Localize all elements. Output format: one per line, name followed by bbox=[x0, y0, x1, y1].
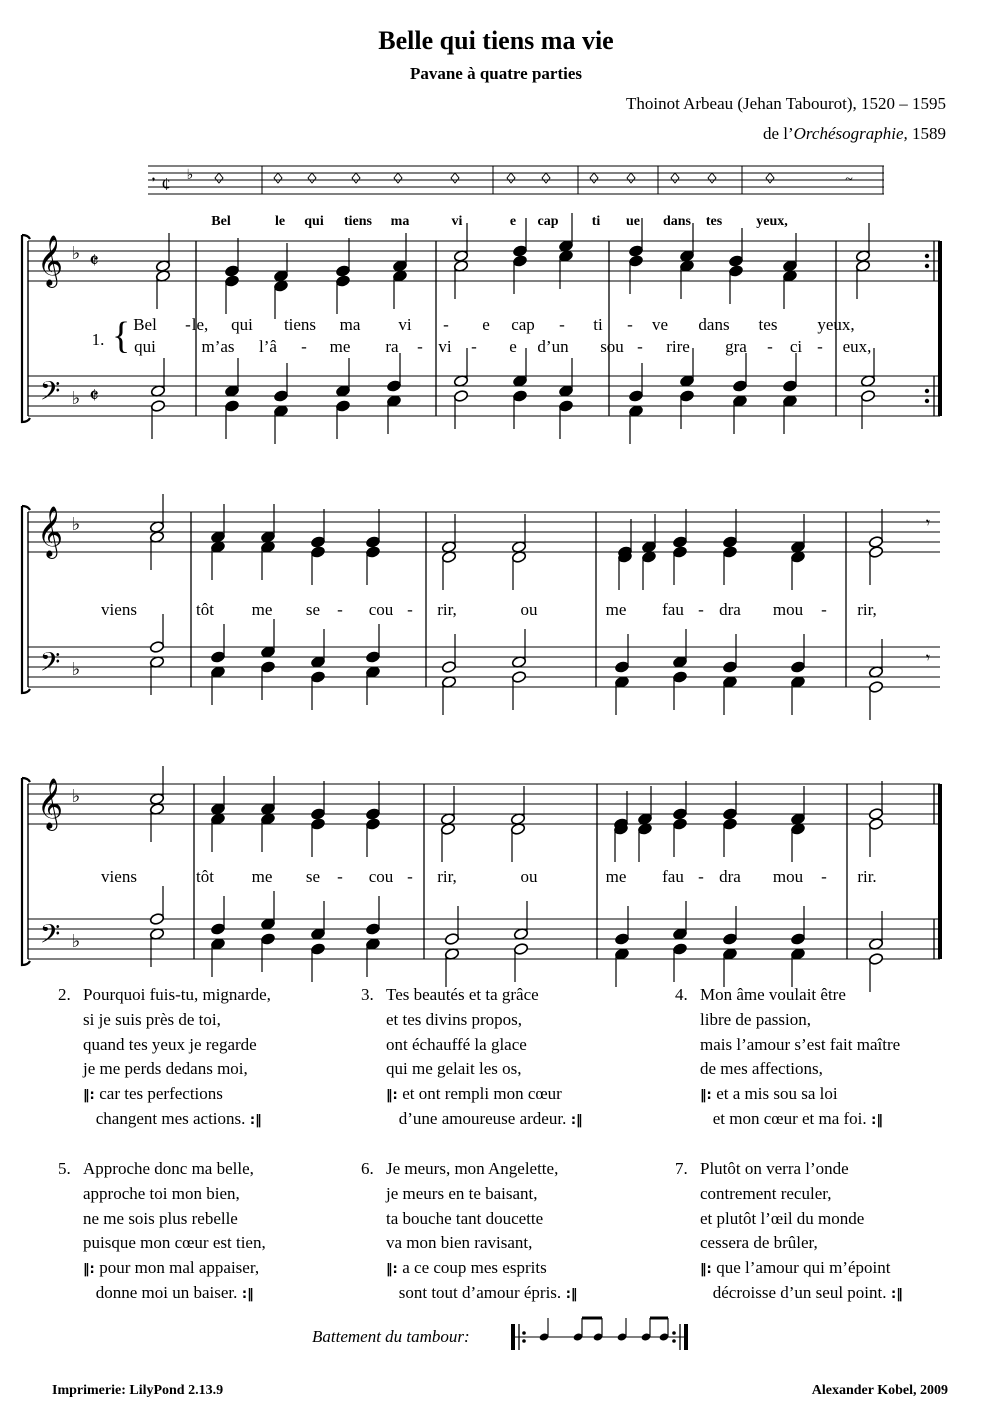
rest-icon: 𝄾 bbox=[925, 515, 931, 532]
soprano-note bbox=[365, 536, 380, 549]
page-title: Belle qui tiens ma vie bbox=[378, 26, 614, 55]
verse-text: Plutôt on verra l’onde bbox=[700, 1159, 849, 1178]
repeat-dot bbox=[672, 1331, 676, 1335]
footer-author: Alexander Kobel, 2009 bbox=[811, 1383, 948, 1398]
verse-line bbox=[386, 1281, 577, 1306]
lyric: tôt bbox=[196, 867, 214, 886]
soprano-note bbox=[728, 255, 743, 268]
repeat-start-icon: ‖: bbox=[386, 1262, 403, 1278]
lyric: - bbox=[821, 867, 827, 886]
tenor-note bbox=[790, 933, 805, 946]
lyric: se bbox=[305, 867, 321, 886]
lyric: cou bbox=[368, 867, 394, 886]
alto-note bbox=[868, 546, 883, 559]
verse-number: 5. bbox=[58, 1159, 71, 1178]
lyric: me bbox=[605, 867, 627, 886]
tenor-note bbox=[210, 651, 225, 664]
bass-note bbox=[679, 390, 694, 403]
lyric: cou bbox=[368, 600, 394, 619]
flat-key-icon: ♭ bbox=[71, 659, 81, 679]
drum-label: Battement du tambour: bbox=[312, 1327, 470, 1346]
verse-number: 6. bbox=[361, 1159, 374, 1178]
soprano-note bbox=[365, 808, 380, 821]
repeat-start-icon: ‖: bbox=[700, 1088, 717, 1104]
incipit-lyric: vi bbox=[451, 214, 463, 229]
repeat-end-icon: :‖ bbox=[237, 1286, 254, 1302]
verse-text: qui me gelait les os, bbox=[386, 1059, 522, 1079]
incipit-lyric: tes bbox=[705, 214, 723, 229]
indent bbox=[83, 1109, 96, 1128]
lyric-line2: gra bbox=[725, 337, 747, 356]
verse-text: Approche donc ma belle, bbox=[83, 1159, 254, 1178]
alto-note bbox=[365, 546, 380, 559]
lyric-line2: qui bbox=[134, 337, 156, 356]
indent bbox=[386, 1109, 399, 1128]
alto-note bbox=[310, 818, 325, 831]
lyric-line1: le, bbox=[191, 315, 209, 334]
verse-line bbox=[386, 1231, 577, 1256]
soprano-note bbox=[310, 808, 325, 821]
bass-note bbox=[453, 390, 468, 403]
verse-line bbox=[83, 1281, 266, 1306]
tenor-note bbox=[614, 933, 629, 946]
lyric-line1: ve bbox=[651, 315, 669, 334]
lyric-line2: - bbox=[417, 337, 423, 356]
verse-text: donne moi un baiser. bbox=[95, 1282, 238, 1302]
lyric-line1: yeux, bbox=[817, 315, 855, 334]
lyric: rir, bbox=[437, 867, 457, 886]
time-signature-icon: 𝄵 bbox=[89, 248, 99, 273]
lyric-line2: eux, bbox=[842, 337, 872, 356]
mensural-note bbox=[766, 173, 774, 183]
flat-key-icon: ♭ bbox=[71, 786, 81, 806]
verse-text: car tes perfections bbox=[99, 1084, 223, 1104]
tenor-note bbox=[444, 933, 459, 946]
indent bbox=[386, 1283, 399, 1302]
lyric-line2: vi bbox=[438, 337, 452, 356]
lyric: se bbox=[305, 600, 321, 619]
verse-line bbox=[386, 1033, 583, 1058]
repeat-end-icon: :‖ bbox=[886, 1286, 903, 1302]
flat-key-icon: ♭ bbox=[71, 931, 81, 951]
mensural-note bbox=[394, 173, 402, 183]
lyric: - bbox=[698, 600, 704, 619]
verse-text: mais l’amour s’est fait maître bbox=[700, 1034, 901, 1054]
time-signature-icon: ¢ bbox=[161, 174, 171, 194]
verse-line bbox=[386, 983, 583, 1008]
verse-line bbox=[83, 1231, 266, 1256]
verse-text: et mon cœur et ma foi. bbox=[712, 1108, 867, 1128]
verse-number: 3. bbox=[361, 985, 374, 1004]
lyric: ou bbox=[520, 600, 538, 619]
incipit-lyric: ti bbox=[591, 214, 601, 229]
lyric-line1: cap bbox=[511, 315, 535, 334]
verse-line bbox=[700, 1033, 900, 1058]
alto-note bbox=[335, 275, 350, 288]
soprano-note bbox=[868, 808, 883, 821]
verse-text: et plutôt l’œil du monde bbox=[700, 1208, 865, 1228]
lyric-line2: - bbox=[471, 337, 477, 356]
verse-line bbox=[83, 1107, 271, 1132]
lyric-line2: d’un bbox=[537, 337, 569, 356]
verse-text: et tes divins propos, bbox=[386, 1009, 522, 1029]
mensural-note bbox=[627, 173, 635, 183]
soprano-note bbox=[672, 808, 687, 821]
verse-line bbox=[386, 1107, 583, 1132]
repeat-start-icon: ‖: bbox=[700, 1262, 717, 1278]
verse-line bbox=[83, 1008, 271, 1033]
system-bracket bbox=[22, 778, 30, 965]
lyric-line2: e bbox=[509, 337, 517, 356]
verse-line bbox=[83, 1256, 266, 1281]
lyric-line1: tiens bbox=[283, 315, 317, 334]
lyric: rir, bbox=[437, 600, 457, 619]
lyric-line1: Bel bbox=[133, 315, 157, 334]
lyric: ou bbox=[520, 867, 538, 886]
verse-line bbox=[700, 983, 900, 1008]
lyric-line1: - bbox=[627, 315, 633, 334]
lyric: - bbox=[698, 867, 704, 886]
lyric-line2: - bbox=[767, 337, 773, 356]
verse-line bbox=[700, 1182, 903, 1207]
alto-note bbox=[722, 546, 737, 559]
bass-clef-icon: 𝄢 bbox=[39, 376, 61, 412]
repeat-dot bbox=[925, 399, 929, 403]
verse-text: et ont rempli mon cœur bbox=[402, 1084, 562, 1104]
lyric: rir. bbox=[857, 867, 877, 886]
lyric: - bbox=[407, 867, 413, 886]
verse-line bbox=[700, 1157, 903, 1182]
lyric: dra bbox=[719, 600, 741, 619]
tenor-note bbox=[782, 380, 797, 393]
verse-text: Je meurs, mon Angelette, bbox=[386, 1159, 559, 1178]
verse-number: 1. bbox=[91, 330, 105, 349]
treble-clef-icon: 𝄞 bbox=[36, 507, 64, 556]
verse-text: sont tout d’amour épris. bbox=[398, 1282, 562, 1302]
bass-note bbox=[672, 943, 687, 956]
tenor-note bbox=[441, 661, 456, 674]
verse-text: ne me sois plus rebelle bbox=[83, 1208, 238, 1228]
lyric: me bbox=[251, 600, 273, 619]
incipit-lyric: Bel bbox=[211, 214, 231, 229]
verse-text: ta bouche tant doucette bbox=[386, 1208, 544, 1228]
verse-text: libre de passion, bbox=[700, 1009, 811, 1029]
lyric: viens bbox=[101, 600, 137, 619]
tenor-note bbox=[210, 923, 225, 936]
verse-line bbox=[386, 1008, 583, 1033]
tenor-note bbox=[149, 641, 164, 654]
soprano-note bbox=[628, 245, 643, 258]
repeat-start-icon: ‖: bbox=[83, 1262, 100, 1278]
verse-line bbox=[83, 1207, 266, 1232]
incipit-lyric: e bbox=[509, 214, 517, 229]
alto-note bbox=[224, 275, 239, 288]
subtitle: Pavane à quatre parties bbox=[409, 64, 583, 83]
bass-note bbox=[868, 681, 883, 694]
bass-note bbox=[558, 400, 573, 413]
lyric: rir, bbox=[857, 600, 877, 619]
verse-number: 7. bbox=[675, 1159, 688, 1178]
verse-line bbox=[700, 1082, 900, 1107]
soprano-note bbox=[335, 265, 350, 278]
verse-line bbox=[700, 1207, 903, 1232]
bass-note bbox=[511, 671, 526, 684]
soprano-note bbox=[310, 536, 325, 549]
bass-note bbox=[513, 943, 528, 956]
tenor-note bbox=[790, 661, 805, 674]
footer-printer: Imprimerie: LilyPond 2.13.9 bbox=[52, 1383, 224, 1398]
incipit-lyric: ue bbox=[626, 214, 640, 229]
verse-number: 2. bbox=[58, 985, 71, 1004]
bass-note bbox=[310, 671, 325, 684]
incipit-lyric: tiens bbox=[344, 214, 372, 229]
lyric-line2: sou bbox=[600, 337, 624, 356]
lyric-line1: tes bbox=[758, 315, 778, 334]
flat-key-icon: ♭ bbox=[71, 243, 81, 263]
lyric-line1: ma bbox=[339, 315, 361, 334]
lyric: fau bbox=[662, 600, 684, 619]
verse-line bbox=[700, 1008, 900, 1033]
lyric-line2: - bbox=[301, 337, 307, 356]
verse-text: va mon bien ravisant, bbox=[386, 1233, 533, 1253]
verse-text: Mon âme voulait être bbox=[700, 985, 846, 1004]
mensural-note bbox=[590, 173, 598, 183]
indent bbox=[700, 1109, 713, 1128]
bass-note bbox=[150, 400, 165, 413]
verse-line bbox=[386, 1057, 583, 1082]
verse-text: changent mes actions. bbox=[95, 1108, 246, 1128]
verse-text: d’une amoureuse ardeur. bbox=[398, 1108, 567, 1128]
time-signature-icon: 𝄵 bbox=[89, 383, 99, 408]
tenor-note bbox=[722, 933, 737, 946]
verse-line bbox=[83, 1157, 266, 1182]
bass-note bbox=[224, 400, 239, 413]
lyric-line1: dans bbox=[698, 315, 730, 334]
bass-note bbox=[512, 390, 527, 403]
mensural-note bbox=[308, 173, 316, 183]
bass-clef-icon: 𝄢 bbox=[39, 919, 61, 955]
repeat-dot bbox=[925, 264, 929, 268]
lyric-line2: rire bbox=[666, 337, 690, 356]
lyric-line2: - bbox=[817, 337, 823, 356]
treble-clef-icon: 𝄞 bbox=[36, 779, 64, 828]
lyric-line2: ci bbox=[789, 337, 803, 356]
lyric-line1: - bbox=[443, 315, 449, 334]
source-prefix: de l’ bbox=[762, 124, 794, 143]
verse-line bbox=[83, 1033, 271, 1058]
verse-line bbox=[83, 1182, 266, 1207]
lyric: - bbox=[407, 600, 413, 619]
alto-note bbox=[628, 255, 643, 268]
verse-line bbox=[386, 1082, 583, 1107]
repeat-dot bbox=[672, 1339, 676, 1343]
mensural-note bbox=[542, 173, 550, 183]
lyric-line2: l’â bbox=[259, 337, 277, 356]
verse-text: et a mis sou sa loi bbox=[716, 1084, 838, 1104]
verse-brace-icon: { bbox=[112, 315, 131, 357]
verse-text: pour mon mal appaiser, bbox=[99, 1258, 260, 1278]
incipit-lyric: cap bbox=[537, 214, 559, 229]
tenor-note bbox=[628, 390, 643, 403]
verse-text: quand tes yeux je regarde bbox=[83, 1034, 257, 1054]
soprano-note bbox=[512, 245, 527, 258]
tenor-note bbox=[722, 661, 737, 674]
lyric: me bbox=[605, 600, 627, 619]
repeat-dot bbox=[925, 254, 929, 258]
mensural-note bbox=[671, 173, 679, 183]
bass-note bbox=[310, 943, 325, 956]
treble-clef-icon: 𝄞 bbox=[36, 236, 64, 285]
mensural-clef-icon: 𝄒 bbox=[152, 179, 155, 196]
lyric: - bbox=[337, 600, 343, 619]
system-bracket bbox=[22, 235, 30, 422]
repeat-start-icon: ‖: bbox=[83, 1088, 100, 1104]
verse-text: approche toi mon bien, bbox=[83, 1183, 240, 1203]
verse-line bbox=[700, 1256, 903, 1281]
alto-note bbox=[728, 265, 743, 278]
composer: Thoinot Arbeau (Jehan Tabourot), 1520 – 1595 bbox=[625, 94, 946, 113]
verse-text: que l’amour qui m’époint bbox=[716, 1258, 891, 1278]
alto-note bbox=[672, 818, 687, 831]
soprano-note bbox=[722, 536, 737, 549]
tenor-note bbox=[273, 390, 288, 403]
lyric-line2: m’as bbox=[201, 337, 235, 356]
soprano-note bbox=[224, 265, 239, 278]
verse-text: si je suis près de toi, bbox=[83, 1009, 221, 1029]
bass-note bbox=[672, 671, 687, 684]
tenor-note bbox=[365, 651, 380, 664]
incipit-lyric: le bbox=[274, 214, 286, 229]
bass-note bbox=[860, 390, 875, 403]
repeat-end-icon: :‖ bbox=[566, 1112, 583, 1128]
indent bbox=[83, 1283, 96, 1302]
lyric: me bbox=[251, 867, 273, 886]
alto-note bbox=[512, 255, 527, 268]
verse-text: cessera de brûler, bbox=[700, 1233, 818, 1253]
soprano-note bbox=[672, 536, 687, 549]
repeat-dot bbox=[925, 389, 929, 393]
lyric-line2: - bbox=[637, 337, 643, 356]
incipit-lyric: dans bbox=[662, 214, 692, 229]
verse-text: ont échauffé la glace bbox=[386, 1034, 527, 1054]
incipit-lyric: qui bbox=[304, 214, 324, 229]
incipit-lyric: yeux, bbox=[756, 214, 788, 229]
tenor-note bbox=[386, 380, 401, 393]
tenor-note bbox=[365, 923, 380, 936]
repeat-end-icon: :‖ bbox=[561, 1286, 578, 1302]
verse-line bbox=[700, 1057, 900, 1082]
lyric: fau bbox=[662, 867, 684, 886]
lyric: viens bbox=[101, 867, 137, 886]
lyric-line1: e bbox=[482, 315, 490, 334]
flat-icon: ♭ bbox=[186, 168, 194, 183]
lyric: mou bbox=[772, 600, 804, 619]
verse-line bbox=[700, 1281, 903, 1306]
lyric-line1: - bbox=[559, 315, 565, 334]
bass-note bbox=[260, 933, 275, 946]
verse-line bbox=[83, 983, 271, 1008]
verse-text: a ce coup mes esprits bbox=[402, 1258, 547, 1278]
repeat-end-icon: :‖ bbox=[866, 1112, 883, 1128]
lyric: dra bbox=[719, 867, 741, 886]
verse-line bbox=[386, 1182, 577, 1207]
bass-note bbox=[335, 400, 350, 413]
bass-note bbox=[868, 953, 883, 966]
verse-line bbox=[700, 1107, 900, 1132]
alto-note bbox=[722, 818, 737, 831]
flat-key-icon: ♭ bbox=[71, 388, 81, 408]
source-year: 1589 bbox=[907, 124, 946, 143]
incipit-lyric: ma bbox=[390, 214, 410, 229]
repeat-end-icon: :‖ bbox=[245, 1112, 262, 1128]
lyric-line2: ra bbox=[385, 337, 399, 356]
verse-text: décroisse d’un seul point. bbox=[712, 1282, 887, 1302]
lyric-line2: me bbox=[329, 337, 351, 356]
mensural-note bbox=[274, 173, 282, 183]
lyric: tôt bbox=[196, 600, 214, 619]
source-work: Orchésographie, bbox=[793, 124, 908, 143]
alto-note bbox=[310, 546, 325, 559]
mensural-note bbox=[507, 173, 515, 183]
verse-text: de mes affections, bbox=[700, 1059, 823, 1079]
verse-line bbox=[700, 1231, 903, 1256]
repeat-dot bbox=[522, 1331, 526, 1335]
verse-text: je meurs en te baisant, bbox=[386, 1183, 538, 1203]
verse-line bbox=[83, 1057, 271, 1082]
tenor-note bbox=[732, 380, 747, 393]
verse-line bbox=[386, 1256, 577, 1281]
soprano-note bbox=[868, 536, 883, 549]
verse-text: contrement reculer, bbox=[700, 1183, 832, 1203]
soprano-note bbox=[722, 808, 737, 821]
mensural-note bbox=[708, 173, 716, 183]
repeat-start-icon: ‖: bbox=[386, 1088, 403, 1104]
lyric-line1: qui bbox=[231, 315, 253, 334]
lyric: mou bbox=[772, 867, 804, 886]
verse-text: puisque mon cœur est tien, bbox=[83, 1233, 266, 1253]
tenor-note bbox=[149, 913, 164, 926]
alto-note bbox=[868, 818, 883, 831]
alto-note bbox=[672, 546, 687, 559]
lyric-line1: ti bbox=[593, 315, 603, 334]
bass-clef-icon: 𝄢 bbox=[39, 647, 61, 683]
verse-number: 4. bbox=[675, 985, 688, 1004]
bass-note bbox=[260, 661, 275, 674]
lyric-line1: vi bbox=[398, 315, 412, 334]
system-bracket bbox=[22, 506, 30, 693]
verse-line bbox=[386, 1207, 577, 1232]
flat-key-icon: ♭ bbox=[71, 514, 81, 534]
mensural-note bbox=[215, 173, 223, 183]
verse-line bbox=[386, 1157, 577, 1182]
verse-text: Pourquoi fuis-tu, mignarde, bbox=[83, 985, 271, 1004]
lyric-line1: - bbox=[185, 315, 191, 334]
indent bbox=[700, 1283, 713, 1302]
mensural-note bbox=[352, 173, 360, 183]
verse-text: je me perds dedans moi, bbox=[83, 1059, 248, 1079]
rest-icon: 𝄾 bbox=[925, 650, 931, 667]
alto-note bbox=[365, 818, 380, 831]
verse-line bbox=[83, 1082, 271, 1107]
tenor-note bbox=[614, 661, 629, 674]
lyric: - bbox=[821, 600, 827, 619]
custos-icon: ~ bbox=[845, 172, 853, 187]
lyric: - bbox=[337, 867, 343, 886]
repeat-dot bbox=[522, 1339, 526, 1343]
verse-text: Tes beautés et ta grâce bbox=[386, 985, 539, 1004]
mensural-note bbox=[451, 173, 459, 183]
